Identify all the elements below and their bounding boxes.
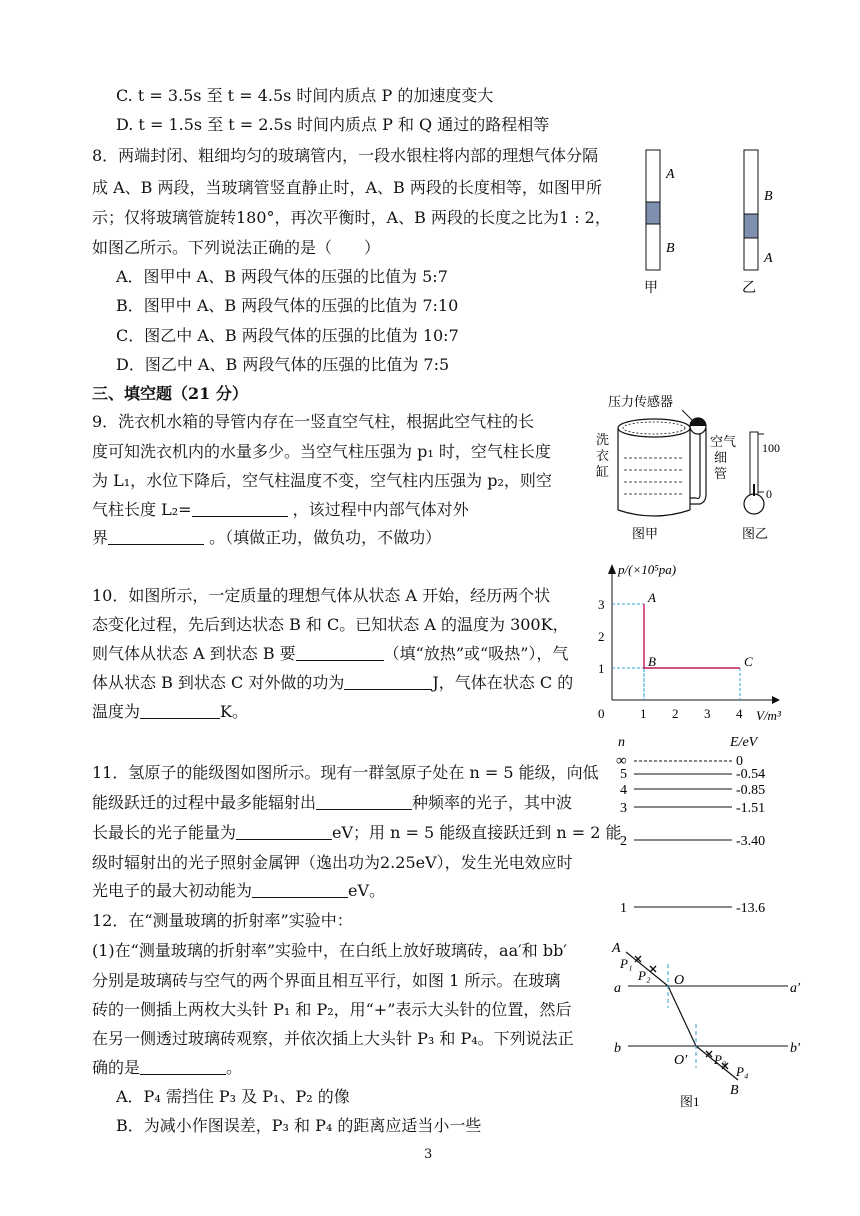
q11-blank-ek[interactable] (252, 881, 348, 898)
level-2-n: 2 (620, 834, 627, 849)
q9-line3: 为 L₁，水位下降后，空气柱温度不变，空气柱内压强为 p₂，则空 (92, 471, 552, 490)
air-label-3: 管 (714, 466, 728, 481)
q11-line3a: 长最长的光子能量为 (92, 823, 237, 842)
level-1-n: 1 (620, 901, 627, 916)
chart-ylabel: p/(×10⁵pa) (618, 562, 677, 577)
fig1-label-p2: P₂ (638, 968, 651, 983)
q8-line1: 8．两端封闭、粗细均匀的玻璃管内，一段水银柱将内部的理想气体分隔 (92, 146, 599, 165)
tube2-label-a: A (764, 251, 773, 266)
q11-line3 (92, 822, 622, 844)
q10-line5 (92, 701, 248, 723)
tube1-label-a: A (666, 167, 675, 182)
washer-figure (596, 388, 796, 548)
x-tick-label: 4 (736, 706, 743, 721)
q11-line5a: 光电子的最大初动能为 (92, 881, 253, 900)
level-n-header: n (618, 735, 625, 750)
q10-line3 (92, 643, 568, 665)
fig1-label-p1: P₁ (620, 956, 633, 971)
x-tick-label: 2 (672, 706, 679, 721)
level-3-e: -1.51 (736, 801, 766, 816)
level-4-n: 4 (620, 783, 627, 798)
q8-option-a: A．图甲中 A、B 两段气体的压强的比值为 5:7 (116, 267, 448, 286)
washer-caption-a: 图甲 (632, 526, 659, 541)
q10-line1: 10．如图所示，一定质量的理想气体从状态 A 开始，经历两个状 (92, 586, 551, 605)
tube1-caption: 甲 (644, 281, 658, 296)
fig1-label-o: O (674, 973, 685, 988)
q12-line1: 12．在“测量玻璃的折射率”实验中： (92, 911, 353, 930)
tub-label-1: 洗 (596, 432, 610, 447)
refraction-figure (608, 936, 808, 1116)
q11-line2a: 能级跃迁的过程中最多能辐射出 (92, 793, 317, 812)
q12-line2: (1)在“测量玻璃的折射率”实验中，在白纸上放好玻璃砖，aa′和 bb′ (92, 941, 567, 960)
y-tick-label: 1 (598, 661, 605, 676)
q10-line4a: 体从状态 B 到状态 C 对外做的功为 (92, 673, 345, 692)
q12-line6a: 确的是 (92, 1058, 141, 1077)
q10-line2: 态变化过程，先后到达状态 B 和 C。已知状态 A 的温度为 300K， (92, 615, 569, 634)
q12-line6b: 。 (226, 1058, 243, 1077)
level-5-e: -0.54 (736, 767, 766, 782)
state-label-b: B (648, 654, 656, 669)
level-5-n: 5 (620, 767, 627, 782)
option-c: C. t = 3.5s 至 t = 4.5s 时间内质点 P 的加速度变大 (116, 86, 494, 105)
energy-level-diagram (616, 730, 816, 920)
fig1-label-a: A (612, 941, 621, 956)
q11-line1: 11．氢原子的能级图如图所示。现有一群氢原子处在 n = 5 能级，向低 (92, 763, 599, 782)
x-tick-label: 3 (704, 706, 711, 721)
q10-blank-work[interactable] (344, 673, 432, 690)
state-label-a: A (648, 590, 656, 605)
washer-caption-b: 图乙 (742, 526, 769, 541)
q11-line5b: eV。 (348, 881, 386, 900)
chart-xlabel: V/m³ (756, 708, 781, 723)
q10-blank-heat[interactable] (296, 644, 384, 661)
q11-blank-energy[interactable] (236, 823, 332, 840)
level-4-e: -0.85 (736, 783, 766, 798)
q11-line2b: 种频率的光子，其中波 (412, 793, 573, 812)
q10-blank-temp[interactable] (140, 702, 220, 719)
q8-line4: 如图乙所示。下列说法正确的是（ ） (92, 238, 381, 257)
state-label-c: C (744, 654, 753, 669)
page-number: 3 (424, 1147, 433, 1162)
q9-line4 (92, 499, 469, 521)
q11-blank-count[interactable] (316, 793, 412, 810)
q10-line4b: J，气体在状态 C 的 (432, 673, 574, 692)
fig1-label-a-right: a′ (790, 981, 801, 996)
tube2-label-b: B (764, 189, 773, 204)
q10-line3a: 则气体从状态 A 到状态 B 要 (92, 644, 296, 663)
process-line (644, 604, 740, 668)
q9-line1: 9．洗衣机水箱的导管内存在一竖直空气柱，根据此空气柱的长 (92, 412, 535, 431)
q8-line2: 成 A、B 两段，当玻璃管竖直静止时，A、B 两段的长度相等，如图甲所 (92, 178, 602, 197)
fig1-label-b-right: b′ (790, 1041, 801, 1056)
q12-blank-answer[interactable] (140, 1058, 226, 1075)
tub-label-3: 缸 (596, 464, 610, 479)
pv-chart (596, 560, 826, 730)
fig1-label-p4: P₄ (736, 1064, 749, 1079)
q12-line4: 砖的一侧插上两枚大头针 P₁ 和 P₂，用“+”表示大头针的位置，然后 (92, 1000, 572, 1019)
q11-line4: 级时辐射出的光子照射金属钾（逸出功为2.25eV），发生光电效应时 (92, 853, 573, 872)
level-inf-n: ∞ (616, 753, 627, 769)
tub-label-2: 衣 (596, 448, 610, 463)
x-tick-label: 0 (598, 706, 605, 721)
level-e-header: E/eV (730, 735, 758, 750)
q8-option-c: C．图乙中 A、B 两段气体的压强的比值为 10:7 (116, 326, 459, 345)
level-2-e: -3.40 (736, 834, 766, 849)
air-label-2: 细 (714, 450, 728, 465)
tube2-caption: 乙 (742, 281, 756, 296)
fig1-caption: 图1 (680, 1094, 700, 1109)
fig1-label-p3: P₃ (714, 1052, 727, 1067)
x-tick-label: 1 (640, 706, 647, 721)
q10-line5a: 温度为 (92, 702, 141, 721)
q9-line4b: ，该过程中内部气体对外 (292, 500, 469, 519)
q9-blank-work[interactable] (108, 528, 204, 545)
gauge-100: 100 (762, 441, 780, 455)
q11-line5 (92, 880, 385, 902)
sensor-label: 压力传感器 (608, 394, 674, 409)
section-title: 三、填空题（21 分） (92, 384, 248, 403)
gauge-0: 0 (766, 487, 772, 501)
q11-line2 (92, 792, 572, 814)
q12-line6 (92, 1057, 242, 1079)
q12-option-a: A．P₄ 需挡住 P₃ 及 P₁、P₂ 的像 (116, 1087, 350, 1106)
q9-line5a: 界 (92, 528, 109, 547)
q9-line5 (92, 527, 441, 549)
fig1-label-b-left: b (614, 1041, 621, 1056)
q10-line5b: K。 (220, 702, 248, 721)
q8-option-d: D．图乙中 A、B 两段气体的压强的比值为 7:5 (116, 355, 450, 374)
tube-figure (630, 140, 830, 300)
level-1-e: -13.6 (736, 901, 766, 916)
fig1-label-o2: O′ (674, 1053, 688, 1068)
q9-blank-l2[interactable] (192, 500, 288, 517)
tube1-label-b: B (666, 241, 675, 256)
level-3-n: 3 (620, 801, 627, 816)
q9-line4a: 气柱长度 L₂= (92, 500, 192, 519)
q11-line3b: eV；用 n = 5 能级直接跃迁到 n = 2 能 (332, 823, 622, 842)
q8-line3: 示；仅将玻璃管旋转180°，再次平衡时，A、B 两段的长度之比为1 : 2， (92, 208, 611, 227)
air-label-1: 空气 (710, 434, 737, 449)
y-tick-label: 3 (598, 597, 605, 612)
q12-line3: 分别是玻璃砖与空气的两个界面且相互平行，如图 1 所示。在玻璃 (92, 971, 561, 990)
q10-line3b: （填“放热”或“吸热”），气 (383, 644, 569, 663)
y-tick-label: 2 (598, 629, 605, 644)
q9-line5b: 。（填做正功，做负功，不做功） (209, 528, 442, 547)
option-d: D. t = 1.5s 至 t = 2.5s 时间内质点 P 和 Q 通过的路程相等 (116, 115, 550, 134)
q8-option-b: B．图甲中 A、B 两段气体的压强的比值为 7:10 (116, 296, 459, 315)
q10-line4 (92, 672, 573, 694)
q9-line2: 度可知洗衣机内的水量多少。当空气柱压强为 p₁ 时，空气柱长度 (92, 442, 551, 461)
q12-line5: 在另一侧透过玻璃砖观察，并依次插上大头针 P₃ 和 P₄。下列说法正 (92, 1029, 574, 1048)
fig1-label-b: B (730, 1083, 739, 1098)
q12-option-b: B．为减小作图误差，P₃ 和 P₄ 的距离应适当小一些 (116, 1116, 482, 1135)
level-inf-e: 0 (736, 754, 743, 769)
fig1-label-a-left: a (614, 981, 621, 996)
